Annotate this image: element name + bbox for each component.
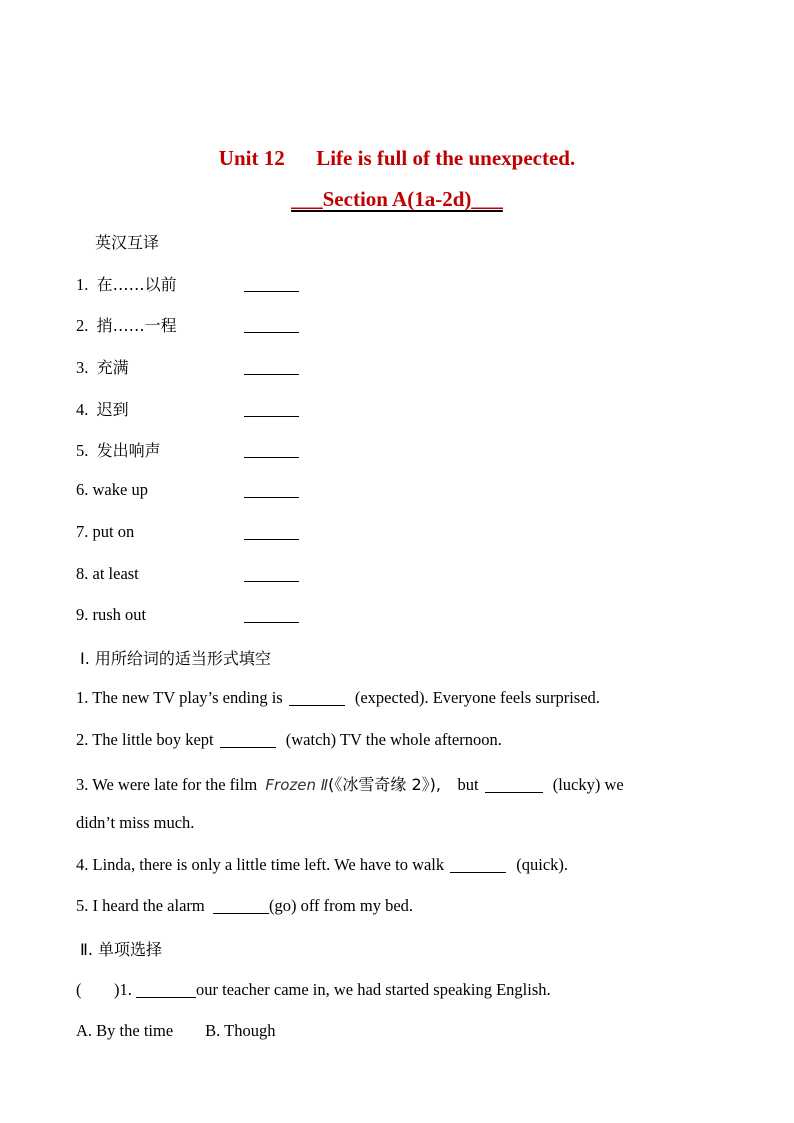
- question-text: 2. The little boy kept: [76, 730, 214, 749]
- unit-title: [0, 146, 794, 171]
- vocab-text: 捎……一程: [96, 316, 177, 335]
- vocab-heading: 英汉互译: [95, 233, 160, 252]
- vocab-num: 8.: [76, 564, 89, 583]
- vocab-text: at least: [92, 564, 139, 583]
- option-a[interactable]: A. By the time: [76, 1021, 174, 1040]
- fill-question-4: [76, 855, 568, 875]
- answer-blank[interactable]: [244, 497, 299, 498]
- question-text: (go) off from my bed.: [268, 896, 414, 915]
- vocab-num: 3.: [76, 358, 89, 377]
- question-text: 4. Linda, there is only a little time left. We have to walk: [76, 855, 445, 874]
- answer-blank[interactable]: [136, 997, 196, 998]
- answer-blank[interactable]: [244, 539, 299, 540]
- question-text: 1. The new TV play’s ending is: [76, 688, 283, 707]
- vocab-num: 2.: [76, 316, 89, 335]
- answer-blank[interactable]: [289, 705, 345, 706]
- vocab-text: rush out: [92, 605, 147, 624]
- vocab-text: 在……以前: [96, 275, 177, 294]
- vocab-num: 4.: [76, 400, 89, 419]
- vocab-item: [76, 605, 146, 625]
- fill-question-5: [76, 896, 413, 916]
- answer-blank[interactable]: [450, 872, 506, 873]
- question-number: )1.: [114, 980, 132, 999]
- choice-question-1: [76, 980, 551, 1000]
- vocab-text: 发出响声: [96, 441, 161, 460]
- answer-blank[interactable]: [244, 291, 299, 292]
- answer-blank[interactable]: [244, 332, 299, 333]
- section-text: Section A(1a-2d): [322, 187, 472, 211]
- fill-question-2: [76, 730, 502, 750]
- answer-blank[interactable]: [244, 457, 299, 458]
- answer-blank[interactable]: [244, 416, 299, 417]
- vocab-num: 5.: [76, 441, 89, 460]
- vocab-item: [76, 355, 129, 378]
- answer-blank[interactable]: [485, 792, 543, 793]
- question-text: 5. I heard the alarm: [76, 896, 205, 915]
- vocab-item: [76, 480, 148, 500]
- choice-options: [76, 1021, 275, 1041]
- question-text: (quick).: [516, 855, 569, 874]
- answer-blank[interactable]: [213, 913, 269, 914]
- vocab-text: put on: [92, 522, 135, 541]
- unit-theme: Life is full of the unexpected.: [316, 146, 576, 170]
- film-title-cn: (《冰雪奇缘 2》),: [328, 775, 441, 794]
- question-text: (watch) TV the whole afternoon.: [285, 730, 502, 749]
- answer-paren-open: (: [76, 980, 82, 999]
- section-title: [0, 187, 794, 212]
- vocab-text: wake up: [92, 480, 148, 499]
- vocab-item: [76, 438, 161, 461]
- question-text: (expected). Everyone feels surprised.: [354, 688, 600, 707]
- vocab-item: [76, 522, 134, 542]
- vocab-item: [76, 397, 129, 420]
- answer-blank[interactable]: [220, 747, 276, 748]
- vocab-item: [76, 564, 139, 584]
- part2-heading: Ⅱ. 单项选择: [80, 940, 163, 959]
- question-text: 3. We were late for the film: [76, 775, 258, 794]
- vocab-num: 6.: [76, 480, 89, 499]
- question-text: (lucky) we: [552, 775, 624, 794]
- fill-question-3: [76, 772, 624, 795]
- film-title: Frozen Ⅱ: [265, 776, 329, 794]
- answer-blank[interactable]: [244, 374, 299, 375]
- question-text: our teacher came in, we had started speaking English.: [196, 980, 551, 999]
- vocab-num: 9.: [76, 605, 89, 624]
- vocab-num: 1.: [76, 275, 89, 294]
- vocab-item: [76, 313, 177, 336]
- section-label: ___Section A(1a-2d)___: [291, 187, 503, 211]
- question-text: but: [457, 775, 479, 794]
- unit-number: Unit 12: [218, 146, 285, 170]
- vocab-item: [76, 272, 177, 295]
- vocab-text: 迟到: [96, 400, 129, 419]
- fill-question-3-cont: didn’t miss much.: [76, 813, 195, 832]
- option-b[interactable]: B. Though: [205, 1021, 276, 1040]
- vocab-num: 7.: [76, 522, 89, 541]
- answer-blank[interactable]: [244, 581, 299, 582]
- fill-question-1: [76, 688, 600, 708]
- part1-heading: Ⅰ. 用所给词的适当形式填空: [80, 649, 271, 668]
- answer-blank[interactable]: [244, 622, 299, 623]
- vocab-text: 充满: [96, 358, 129, 377]
